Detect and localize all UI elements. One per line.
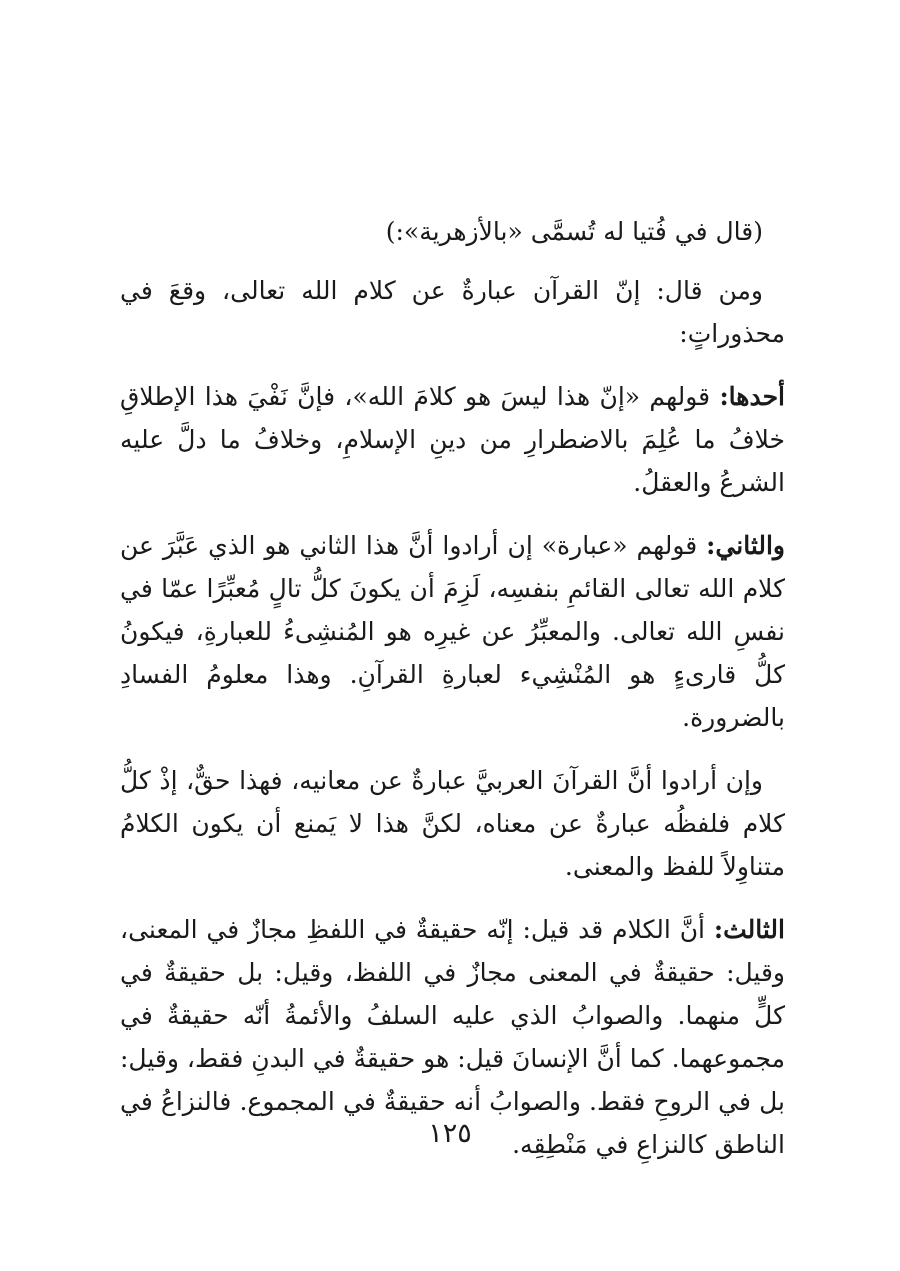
- heading-text: (قال في فُتيا له تُسمَّى «بالأزهرية»:): [385, 217, 763, 246]
- page-number: ١٢٥: [428, 1118, 472, 1149]
- document-page: [120, 210, 785, 1186]
- second-point-label: والثاني:: [706, 531, 785, 560]
- third-point-text: أنَّ الكلام قد قيل: إنّه حقيقةٌ في اللفظِ مجازٌ في المعنى، وقيل: حقيقةٌ في المعنى مجازٌ في اللفظ، وقيل: بل حقيقةٌ في كلٍّ منهما. والصوابُ الذي عليه السلفُ والأئمةُ أنّه حقيقةٌ في مجموعهما. كما أنَّ الإنسانَ قيل: هو حقيقةٌ في البدنِ فقط، وقيل: بل في الروحِ فقط. والصوابُ أنه حقيقةٌ في المجموع. فالنزاعُ في الناطق كالنزاعِ في مَنْطِقِه.: [120, 915, 785, 1159]
- first-point-paragraph: [120, 375, 785, 504]
- third-point-label: الثالث:: [713, 915, 785, 944]
- second-point-text: قولهم «عبارة» إن أرادوا أنَّ هذا الثاني هو الذي عَبَّرَ عن كلام الله تعالى القائمِ بنفسِه، لَزِمَ أن يكونَ كلُّ تالٍ مُعبِّرًا عمّا في نفسِ الله تعالى. والمعبِّرُ عن غيرِه هو المُنشِىءُ للعبارةِ، فيكونُ كلُّ قارىءٍ هو المُنْشِيء لعبارةِ القرآنِ. وهذا معلومُ الفسادِ بالضرورة.: [120, 531, 785, 732]
- second-point-paragraph: [120, 524, 785, 739]
- second-continuation-text: وإن أرادوا أنَّ القرآنَ العربيَّ عبارةٌ عن معانيه، فهذا حقٌّ، إذْ كلُّ كلام فلفظُه عبارةٌ عن معناه، لكنَّ هذا لا يَمنع أن يكون الكلامُ متناوِلاً للفظ والمعنى.: [120, 766, 785, 881]
- intro-text: ومن قال: إنّ القرآن عبارةٌ عن كلام الله تعالى، وقعَ في محذوراتٍ:: [120, 276, 785, 348]
- first-point-text: قولهم «إنّ هذا ليسَ هو كلامَ الله»، فإنَّ نَفْيَ هذا الإطلاقِ خلافُ ما عُلِمَ بالاضطرارِ من دينِ الإسلامِ، وخلافُ ما دلَّ عليه الشرعُ والعقلُ.: [120, 382, 785, 497]
- second-point-continuation: [120, 759, 785, 888]
- intro-paragraph: [120, 269, 785, 355]
- section-heading: [120, 210, 785, 253]
- first-point-label: أحدها:: [719, 382, 785, 411]
